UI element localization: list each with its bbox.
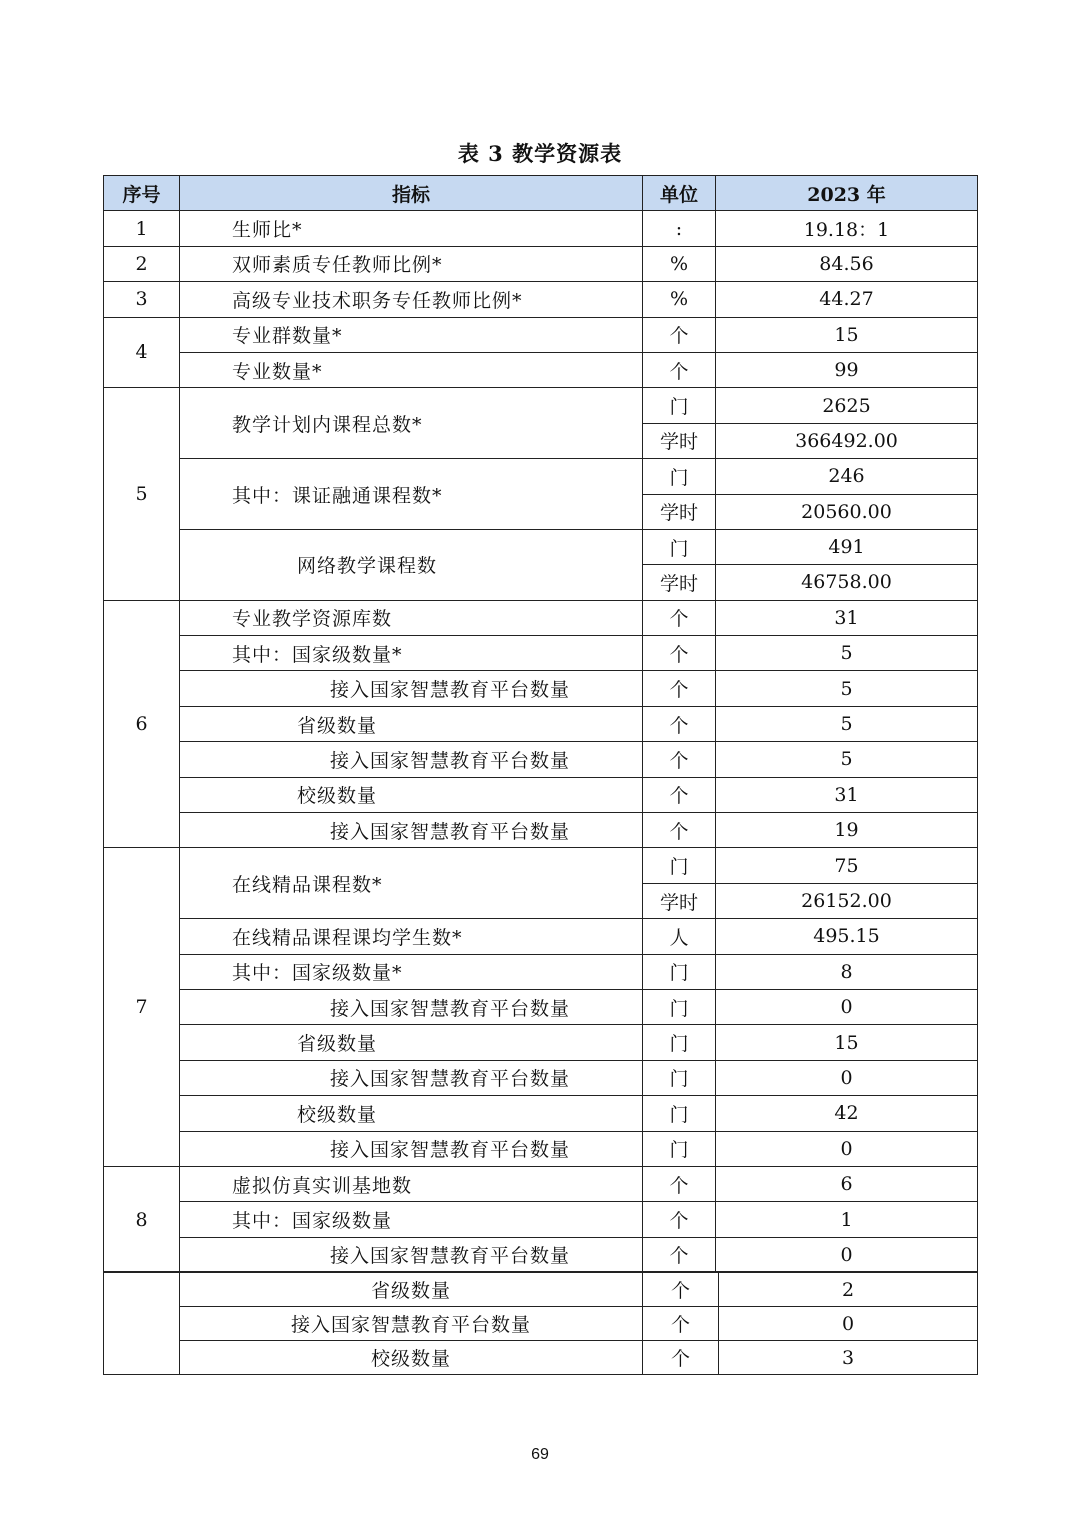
unit-cell: 个	[643, 813, 716, 848]
value-cell: 6	[716, 1166, 978, 1201]
unit-cell: 个	[643, 1307, 719, 1341]
unit-cell: 个	[643, 671, 716, 706]
indicator-cell: 生师比*	[180, 211, 643, 246]
indicator-cell: 省级数量	[180, 1025, 643, 1060]
unit-cell: 个	[643, 742, 716, 777]
indicator-cell: 虚拟仿真实训基地数	[180, 1166, 643, 1201]
unit-cell: 学时	[643, 883, 716, 918]
unit-cell: 门	[643, 459, 716, 494]
header-unit: 单位	[643, 176, 716, 211]
value-cell: 75	[716, 848, 978, 883]
table-row	[104, 671, 978, 706]
table-row	[104, 954, 978, 989]
row-no: 4	[104, 317, 180, 388]
table-title: 表 3 教学资源表	[457, 141, 623, 166]
value-cell: 42	[716, 1096, 978, 1131]
row-no: 5	[104, 388, 180, 600]
unit-cell: 个	[643, 317, 716, 352]
value-cell: 20560.00	[716, 494, 978, 529]
value-cell: 495.15	[716, 919, 978, 954]
value-cell: 31	[716, 600, 978, 635]
table-header-row	[104, 176, 978, 211]
indicator-cell: 接入国家智慧教育平台数量	[180, 1131, 643, 1166]
value-cell: 3	[719, 1341, 978, 1375]
unit-cell: 门	[643, 1060, 716, 1095]
unit-cell: 个	[643, 706, 716, 741]
unit-cell: 门	[643, 848, 716, 883]
indicator-cell: 接入国家智慧教育平台数量	[180, 1060, 643, 1095]
indicator-cell: 专业数量*	[180, 352, 643, 387]
value-cell: 19.18：1	[716, 211, 978, 246]
table-row	[104, 1272, 978, 1307]
unit-cell: 学时	[643, 565, 716, 600]
indicator-cell: 其中：国家级数量*	[180, 954, 643, 989]
value-cell: 2	[719, 1272, 978, 1307]
row-no: 2	[104, 246, 180, 281]
indicator-cell: 接入国家智慧教育平台数量	[180, 742, 643, 777]
indicator-cell: 在线精品课程课均学生数*	[180, 919, 643, 954]
unit-cell: 个	[643, 600, 716, 635]
indicator-cell: 接入国家智慧教育平台数量	[180, 989, 643, 1024]
indicator-cell: 校级数量	[180, 1096, 643, 1131]
header-no: 序号	[104, 176, 180, 211]
value-cell: 5	[716, 742, 978, 777]
value-cell: 366492.00	[716, 423, 978, 458]
unit-cell: :	[643, 211, 716, 246]
table-row	[104, 989, 978, 1024]
unit-cell: 个	[643, 1272, 719, 1307]
value-cell: 246	[716, 459, 978, 494]
unit-cell: 个	[643, 636, 716, 671]
indicator-cell: 专业教学资源库数	[180, 600, 643, 635]
value-cell: 19	[716, 813, 978, 848]
table-row	[104, 1060, 978, 1095]
value-cell: 15	[716, 317, 978, 352]
table-row	[104, 529, 978, 564]
row-no-blank	[104, 1272, 180, 1375]
table-row	[104, 459, 978, 494]
table-row	[104, 636, 978, 671]
unit-cell: 门	[643, 954, 716, 989]
row-no: 7	[104, 848, 180, 1167]
value-cell: 0	[716, 989, 978, 1024]
indicator-cell: 接入国家智慧教育平台数量	[180, 1237, 643, 1272]
table-row	[104, 1025, 978, 1060]
indicator-cell: 高级专业技术职务专任教师比例*	[180, 282, 643, 317]
indicator-cell: 校级数量	[180, 777, 643, 812]
value-cell: 8	[716, 954, 978, 989]
unit-cell: 门	[643, 1131, 716, 1166]
teaching-resources-table	[103, 175, 978, 1273]
row-no: 6	[104, 600, 180, 848]
table-row	[104, 600, 978, 635]
table-row	[104, 317, 978, 352]
indicator-cell: 接入国家智慧教育平台数量	[180, 1307, 643, 1341]
unit-cell: 个	[643, 777, 716, 812]
unit-cell: 门	[643, 1025, 716, 1060]
value-cell: 0	[716, 1060, 978, 1095]
indicator-cell: 网络教学课程数	[180, 529, 643, 600]
table-row	[104, 388, 978, 423]
table-row	[104, 1307, 978, 1341]
unit-cell: %	[643, 282, 716, 317]
table-row	[104, 1202, 978, 1237]
indicator-cell: 教学计划内课程总数*	[180, 388, 643, 459]
indicator-cell: 其中：国家级数量*	[180, 636, 643, 671]
unit-cell: 门	[643, 388, 716, 423]
value-cell: 491	[716, 529, 978, 564]
table-row	[104, 1166, 978, 1201]
table-row	[104, 919, 978, 954]
indicator-cell: 校级数量	[180, 1341, 643, 1375]
table-row	[104, 706, 978, 741]
table-row	[104, 282, 978, 317]
table-row	[104, 742, 978, 777]
table-row	[104, 777, 978, 812]
value-cell: 1	[716, 1202, 978, 1237]
table-row	[104, 1131, 978, 1166]
table-row	[104, 1341, 978, 1375]
unit-cell: 学时	[643, 494, 716, 529]
row-no: 3	[104, 282, 180, 317]
unit-cell: 个	[643, 1166, 716, 1201]
table-row	[104, 848, 978, 883]
value-cell: 26152.00	[716, 883, 978, 918]
unit-cell: 个	[643, 1237, 716, 1272]
indicator-cell: 双师素质专任教师比例*	[180, 246, 643, 281]
unit-cell: 个	[643, 1202, 716, 1237]
unit-cell: 个	[643, 1341, 719, 1375]
page-number: 69	[531, 1446, 549, 1463]
indicator-cell: 接入国家智慧教育平台数量	[180, 813, 643, 848]
unit-cell: 学时	[643, 423, 716, 458]
table-row	[104, 246, 978, 281]
value-cell: 99	[716, 352, 978, 387]
value-cell: 5	[716, 636, 978, 671]
indicator-cell: 在线精品课程数*	[180, 848, 643, 919]
unit-cell: 门	[643, 1096, 716, 1131]
value-cell: 46758.00	[716, 565, 978, 600]
unit-cell: 个	[643, 352, 716, 387]
value-cell: 31	[716, 777, 978, 812]
value-cell: 5	[716, 671, 978, 706]
header-year: 2023 年	[716, 176, 978, 211]
indicator-cell: 省级数量	[180, 1272, 643, 1307]
indicator-cell: 其中：国家级数量	[180, 1202, 643, 1237]
table-row	[104, 1237, 978, 1272]
value-cell: 5	[716, 706, 978, 741]
value-cell: 84.56	[716, 246, 978, 281]
table-row	[104, 1096, 978, 1131]
indicator-cell: 其中：课证融通课程数*	[180, 459, 643, 530]
unit-cell: 人	[643, 919, 716, 954]
indicator-cell: 专业群数量*	[180, 317, 643, 352]
value-cell: 2625	[716, 388, 978, 423]
value-cell: 44.27	[716, 282, 978, 317]
table-row	[104, 211, 978, 246]
value-cell: 15	[716, 1025, 978, 1060]
unit-cell: 门	[643, 529, 716, 564]
teaching-resources-table-continued	[103, 1271, 978, 1375]
unit-cell: 门	[643, 989, 716, 1024]
table-row	[104, 352, 978, 387]
unit-cell: %	[643, 246, 716, 281]
value-cell: 0	[716, 1131, 978, 1166]
row-no: 1	[104, 211, 180, 246]
value-cell: 0	[716, 1237, 978, 1272]
table-row	[104, 813, 978, 848]
header-indicator: 指标	[180, 176, 643, 211]
indicator-cell: 省级数量	[180, 706, 643, 741]
value-cell: 0	[719, 1307, 978, 1341]
row-no: 8	[104, 1166, 180, 1272]
indicator-cell: 接入国家智慧教育平台数量	[180, 671, 643, 706]
